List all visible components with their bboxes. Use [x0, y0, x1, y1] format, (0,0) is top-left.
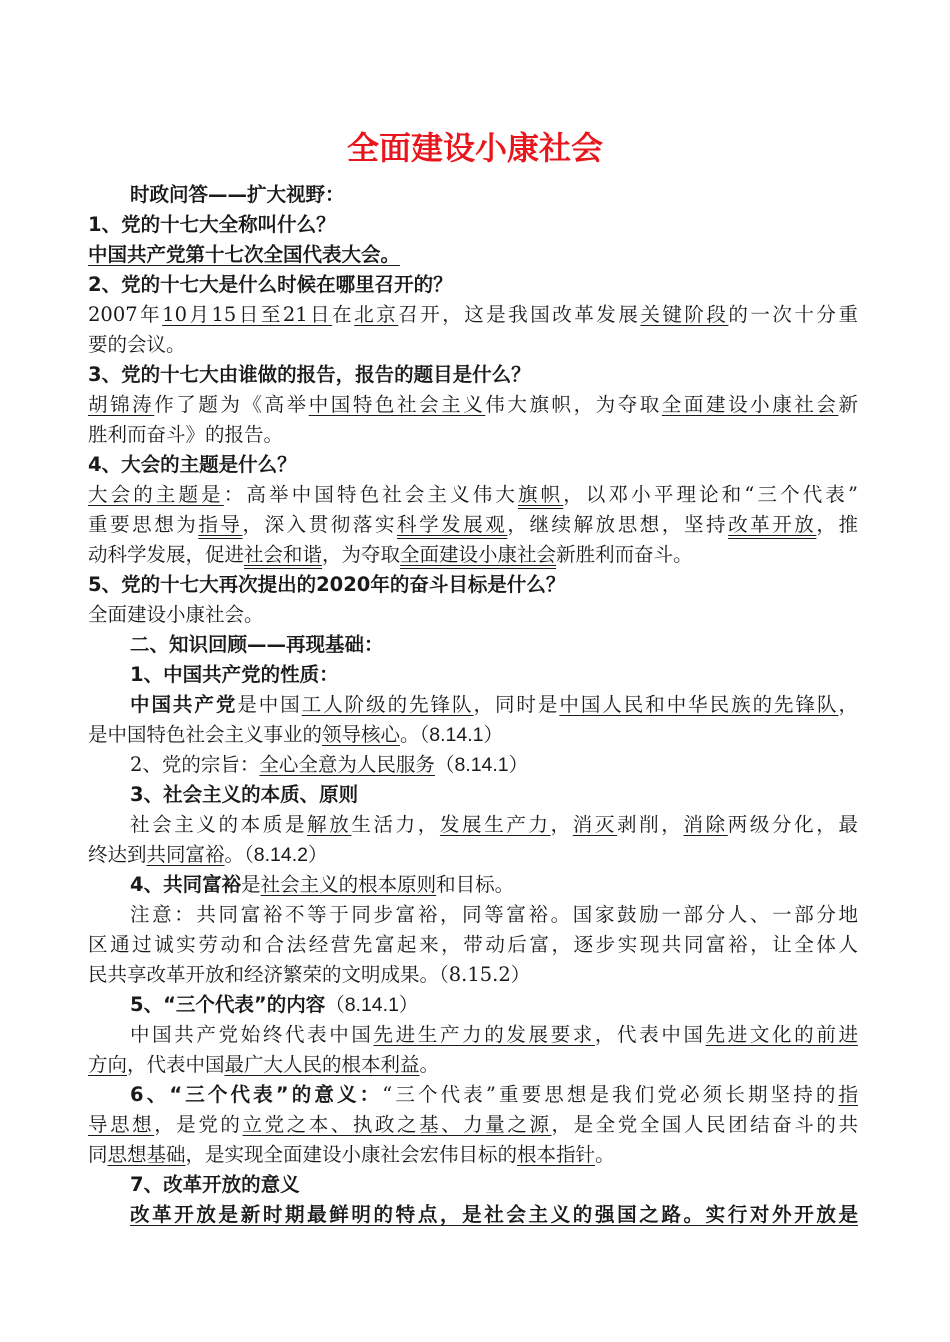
- underlined-phrase: 社会主义的根本原则: [260, 873, 437, 896]
- underlined-phrase: 全心全意为人民服务: [259, 753, 435, 776]
- underlined-phrase: 大会的主题是: [88, 483, 224, 506]
- underlined-phrase: 关键阶段: [640, 303, 729, 326]
- k2-line: [130, 750, 858, 780]
- text-span: 重要思想为: [88, 513, 199, 536]
- answer-3-line-1: [88, 390, 858, 420]
- text-span: ，是党的: [154, 1113, 243, 1136]
- underlined-phrase: 先进文化的前进: [705, 1023, 858, 1046]
- page-title: 全面建设小康社会: [346, 129, 603, 167]
- text-span: 的一次十分重: [728, 303, 858, 326]
- text-span: ，: [550, 813, 573, 836]
- answer-1-text: 中国共产党第十七次全国代表大会。: [88, 243, 401, 266]
- text-span: ，继续解放思想，坚持: [507, 513, 729, 536]
- answer-4-line-1: [88, 480, 858, 510]
- underlined-phrase: 工人阶级的先锋队: [301, 693, 474, 716]
- text-span: ：高举中国特色社会主义伟大: [223, 483, 519, 506]
- underlined-phrase: 消除: [683, 813, 728, 836]
- reference-code: （8.14.1）: [434, 754, 529, 776]
- underlined-phrase: 解放: [307, 813, 352, 836]
- k1-line-2: [88, 720, 858, 750]
- bold-phrase: 中国共产党: [130, 693, 238, 716]
- answer-5: 全面建设小康社会。: [88, 603, 264, 626]
- text-span: ，深入贯彻落实: [242, 513, 398, 536]
- underlined-phrase: 领导核心: [322, 723, 401, 746]
- underlined-phrase: 社会和谐: [244, 543, 323, 566]
- text-span: 在: [332, 303, 355, 326]
- text-span: 两级分化，最: [727, 813, 858, 836]
- section-heading-current-affairs: 时政问答——扩大视野：: [130, 183, 345, 206]
- underlined-phrase: 消灭: [572, 813, 618, 836]
- question-4: 4、大会的主题是什么？: [88, 453, 297, 476]
- text-span: ，以邓小平理论和“三个代表”: [563, 483, 858, 506]
- underlined-phrase: 思想基础: [107, 1143, 186, 1166]
- text-span: 新: [838, 393, 858, 416]
- text-span: 社会主义的本质是: [130, 813, 308, 836]
- text-span: 作了题为《高举: [154, 393, 309, 416]
- underlined-phrase: 全面建设小康社会: [400, 543, 557, 566]
- text-span: ，为夺取: [322, 543, 401, 566]
- reference-code: 。（8.14.1）: [400, 724, 503, 746]
- text-span: 。: [419, 1053, 440, 1076]
- bold-phrase: 4、共同富裕: [130, 873, 242, 896]
- underlined-phrase: 最广大人民的根本利益: [224, 1053, 420, 1076]
- text-span: 2007年: [88, 303, 163, 326]
- text-span: 召开，这是我国改革发展: [398, 303, 641, 326]
- k4-note-line-1: 注意：共同富裕不等于同步富裕，同等富裕。国家鼓励一部分人、一部分地: [130, 903, 858, 926]
- text-span: 同: [88, 1143, 108, 1166]
- k1-heading: 1、中国共产党的性质：: [130, 663, 339, 686]
- underlined-phrase: 科学发展观: [397, 513, 508, 536]
- text-span: ，代表中国: [127, 1053, 225, 1076]
- text-span: 中国共产党始终代表中国: [130, 1023, 374, 1046]
- underlined-phrase: 立党之本、执政之基、力量之源: [242, 1113, 552, 1136]
- underlined-phrase: 方向: [88, 1053, 128, 1076]
- underlined-phrase: 根本指针: [517, 1143, 596, 1166]
- underlined-phrase: 旗帜: [518, 483, 564, 506]
- text-span: 是中国特色社会主义事业的: [88, 723, 323, 746]
- text-span: 新胜利而奋斗。: [556, 543, 693, 566]
- underlined-name: 胡锦涛: [88, 393, 155, 416]
- reference-code: 。（8.14.2）: [224, 844, 328, 866]
- k4-note-line-2: 区通过诚实劳动和合法经营先富起来，带动后富，逐步实现共同富裕，让全体人: [88, 933, 858, 956]
- question-5: 5、党的十七大再次提出的2020年的奋斗目标是什么？: [88, 573, 566, 596]
- k5-line-2: [88, 1050, 858, 1080]
- underlined-phrase: 中国特色社会主义: [308, 393, 486, 416]
- text-span: 2、党的宗旨：: [130, 753, 260, 776]
- answer-1: [88, 240, 858, 270]
- answer-2-line-1: [88, 300, 858, 330]
- k6-line-1: [130, 1080, 858, 1110]
- underlined-phrase: 共同富裕: [146, 843, 225, 866]
- text-span: 生活力，: [351, 813, 440, 836]
- underlined-date: 10月15日至21日: [162, 303, 333, 326]
- text-span: 终达到: [88, 843, 147, 866]
- k5-heading: [130, 990, 858, 1020]
- bold-phrase: 6、“三个代表”的意义：: [130, 1083, 383, 1106]
- underlined-phrase: 导思想: [88, 1113, 155, 1136]
- text-span: ，推: [816, 513, 858, 536]
- text-span: ，同时是: [473, 693, 560, 716]
- underlined-phrase: 指: [838, 1083, 858, 1106]
- k6-line-2: [88, 1110, 858, 1140]
- answer-4-line-2: [88, 510, 858, 540]
- text-span: ，代表中国: [594, 1023, 706, 1046]
- underlined-place: 北京: [354, 303, 399, 326]
- underlined-phrase: 发展生产力: [439, 813, 551, 836]
- text-span: 伟大旗帜，为夺取: [485, 393, 662, 416]
- underlined-phrase: 先进生产力的发展要求: [373, 1023, 595, 1046]
- k3-line-1: [130, 810, 858, 840]
- question-1: 1、党的十七大全称叫什么？: [88, 213, 336, 236]
- k7-heading: 7、改革开放的意义: [130, 1173, 300, 1196]
- text-span: 是: [241, 873, 261, 896]
- text-span: ，是全党全国人民团结奋斗的共: [551, 1113, 858, 1136]
- question-2: 2、党的十七大是什么时候在哪里召开的？: [88, 273, 453, 296]
- k3-line-2: [88, 840, 858, 870]
- text-span: “三个代表”重要思想是我们党必须长期坚持的: [382, 1083, 839, 1106]
- answer-3-line-2: 胜利而奋斗》的报告。: [88, 423, 284, 446]
- k4-note-line-3: 民共享改革开放和经济繁荣的文明成果。（8.15.2）: [88, 963, 531, 986]
- text-span: 。: [595, 1143, 615, 1166]
- text-span: ，是实现全面建设小康社会宏伟目标的: [185, 1143, 518, 1166]
- k1-line-1: [130, 690, 858, 720]
- reference-code: （8.14.1）: [325, 994, 419, 1016]
- k6-line-3: [88, 1140, 858, 1170]
- answer-2-line-2: 要的会议。: [88, 333, 186, 356]
- text-span: 剥削，: [617, 813, 684, 836]
- underlined-phrase: 改革开放: [728, 513, 817, 536]
- underlined-phrase: 全面建设小康社会: [661, 393, 839, 416]
- bold-phrase: 5、“三个代表”的内容: [130, 993, 326, 1016]
- question-3: 3、党的十七大由谁做的报告，报告的题目是什么？: [88, 363, 531, 386]
- text-span: 是中国: [237, 693, 302, 716]
- text-span: ，: [838, 693, 858, 716]
- text-span: 和目标。: [436, 873, 515, 896]
- text-span: 动科学发展，促进: [88, 543, 245, 566]
- k5-line-1: [130, 1020, 858, 1050]
- k7-body: [130, 1200, 858, 1230]
- k4-line: [130, 870, 858, 900]
- underlined-phrase: 改革开放是新时期最鲜明的特点，是社会主义的强国之路。实行对外开放是: [130, 1203, 858, 1226]
- answer-4-line-3: [88, 540, 858, 570]
- k3-heading: 3、社会主义的本质、原则: [130, 783, 359, 806]
- underlined-phrase: 指导: [198, 513, 243, 536]
- section-heading-review: 二、知识回顾——再现基础：: [130, 633, 384, 656]
- underlined-phrase: 中国人民和中华民族的先锋队: [559, 693, 839, 716]
